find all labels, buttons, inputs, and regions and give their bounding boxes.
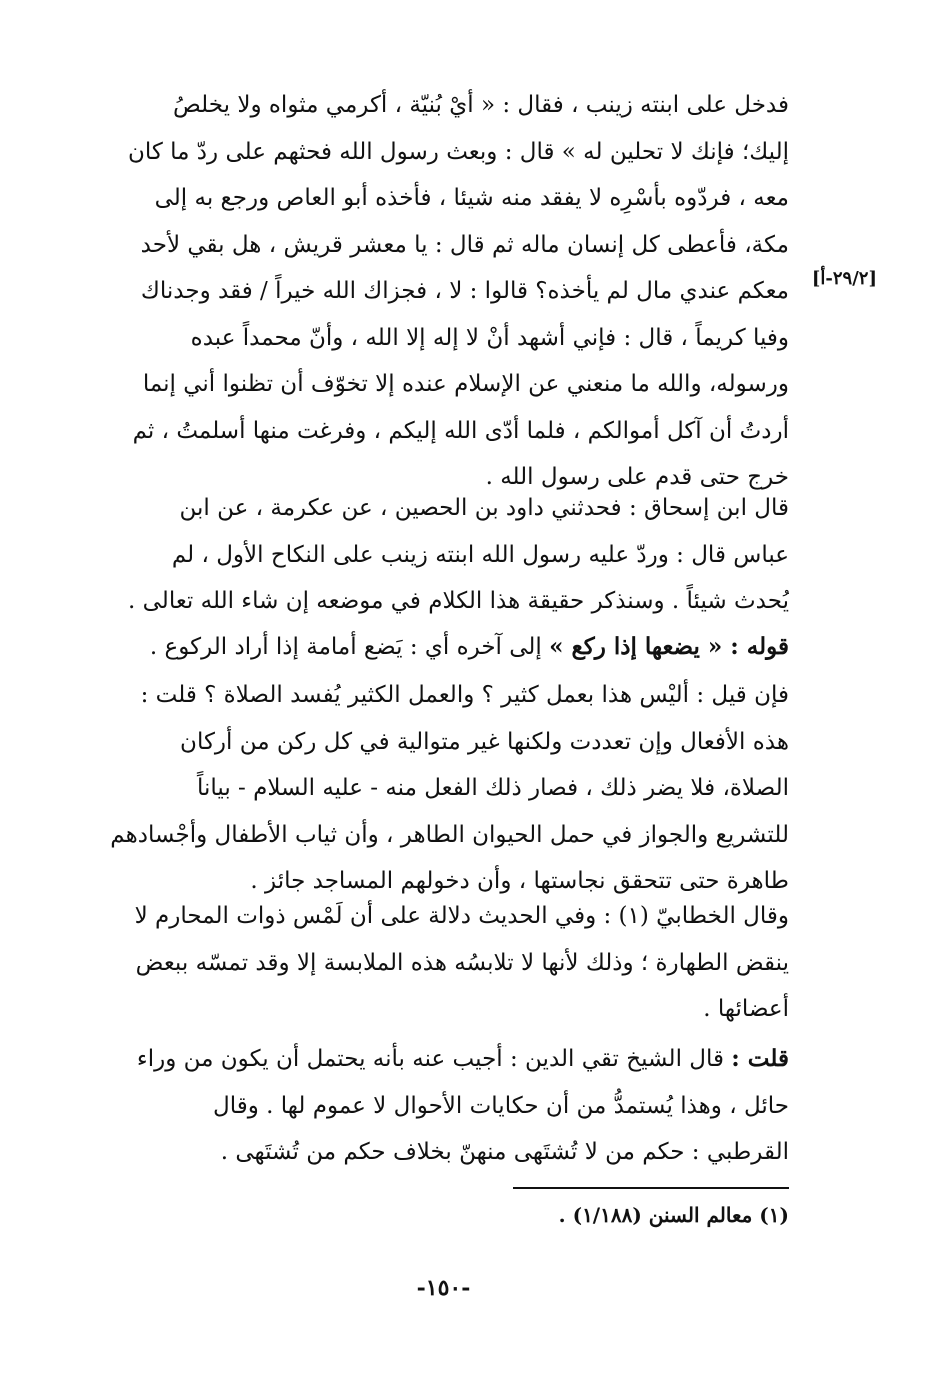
text-line: طاهرة حتى تتحقق نجاستها ، وأن دخولهم المساجد جائز .: [250, 868, 789, 894]
text-line: معه ، فردّوه بأسْرِه لا يفقد منه شيئا ، فأخذه أبو العاص ورجع به إلى: [154, 185, 789, 211]
text-line: عباس قال : وردّ عليه رسول الله ابنته زينب على النكاح الأول ، لم: [171, 541, 789, 568]
text-line: ينقض الطهارة ؛ وذلك لأنها لا تلابسُه هذه الملابسة إلا وقد تمسّه ببعض: [135, 949, 789, 976]
text-line: حائل ، وهذا يُستمدُّ من أن حكايات الأحوال لا عموم لها . وقال: [213, 1092, 789, 1119]
text-run: قال الشيخ تقي الدين : أجيب عنه بأنه يحتمل أن يكون من وراء: [136, 1046, 732, 1072]
text-line: [109, 624, 789, 671]
text-line: إليك؛ فإنك لا تحلين له » قال : وبعث رسول الله فحثهم على ردّ ما كان: [127, 138, 789, 165]
text-line: القرطبي : حكم من لا تُشتَهى منهنّ بخلاف حكم من تُشتَهى .: [220, 1139, 789, 1165]
manuscript-folio-reference: [٢٩/٢-أ]: [811, 268, 877, 289]
text-line: الصلاة، فلا يضر ذلك ، فصار ذلك الفعل منه - عليه السلام - بياناً: [196, 775, 789, 801]
paragraph: [109, 82, 789, 501]
text-line: للتشريع والجواز في حمل الحيوان الطاهر ، وأن ثياب الأطفال وأجْسادهم: [110, 821, 789, 848]
paragraph: [109, 1036, 789, 1176]
text-line: يُحدث شيئاً . وسنذكر حقيقة هذا الكلام في موضعه إن شاء الله تعالى .: [128, 588, 789, 614]
text-line: فدخل على ابنته زينب ، فقال : « أيْ بُنيّة ، أكرمي مثواه ولا يخلصُ: [173, 92, 789, 118]
bold-lead: قوله : « يضعها إذا ركع »: [549, 633, 789, 660]
bold-lead: قلت :: [731, 1045, 789, 1072]
text-line: معكم عندي مال لم يأخذه؟ قالوا : لا ، فجزاك الله خيراً / فقد وجدناك: [140, 278, 789, 304]
page-number: -١٥٠-: [416, 1275, 471, 1301]
text-line: قال ابن إسحاق : فحدثني داود بن الحصين ، عن عكرمة ، عن ابن: [179, 495, 789, 521]
paragraph: [109, 672, 789, 905]
text-line: ورسوله، والله ما منعني عن الإسلام عنده إلا تخوّف أن تظنوا أني إنما: [142, 371, 789, 397]
footnote-divider: [513, 1187, 789, 1189]
text-line: فإن قيل : أليْس هذا بعمل كثير ؟ والعمل الكثير يُفسد الصلاة ؟ قلت :: [140, 682, 789, 708]
text-line: أردتُ أن آكل أموالكم ، فلما أدّى الله إليكم ، وفرغت منها أسلمتُ ، ثم: [132, 417, 789, 444]
text-line: أعضائها .: [703, 996, 789, 1022]
text-line: وقال الخطابيّ (١) : وفي الحديث دلالة على أن لَمْس ذوات المحارم لا: [134, 903, 789, 929]
text-line: مكة، فأعطى كل إنسان ماله ثم قال : يا معشر قريش ، هل بقي لأحد: [140, 231, 789, 258]
paragraph: [109, 485, 789, 625]
text-line: [109, 1036, 789, 1083]
paragraph: [109, 624, 789, 671]
text-line: وفيا كريماً ، قال : فإني أشهد أنْ لا إله إلا الله ، وأنّ محمداً عبده: [190, 324, 789, 351]
text-line: هذه الأفعال وإن تعددت ولكنها غير متوالية في كل ركن من أركان: [180, 728, 789, 755]
text-line: خرج حتى قدم على رسول الله .: [485, 464, 789, 490]
paragraph: [109, 893, 789, 1033]
text-run: إلى آخره أي : يَضع أمامة إذا أراد الركوع .: [149, 634, 550, 660]
footnote: (١) معالم السنن (١/١٨٨) .: [558, 1203, 789, 1227]
